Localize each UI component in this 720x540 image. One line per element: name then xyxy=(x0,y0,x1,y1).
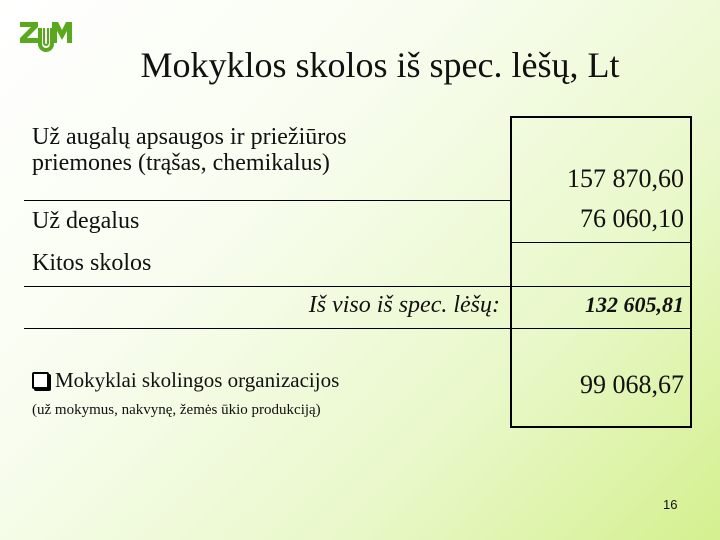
total-value: 132 605,81 xyxy=(585,292,684,317)
row-label-other: Kitos skolos xyxy=(32,250,152,276)
row-divider-2 xyxy=(510,242,692,243)
checkbox-bullet-icon xyxy=(32,372,49,389)
debts-table xyxy=(24,116,692,428)
org-value: 99 068,67 xyxy=(580,370,684,399)
org-row xyxy=(30,368,500,393)
row-divider-4 xyxy=(24,328,692,329)
table-bottom-border xyxy=(510,426,692,428)
org-label: Mokyklai skolingos organizacijos xyxy=(55,368,340,392)
table-right-border xyxy=(690,116,692,428)
column-divider xyxy=(510,116,512,428)
row-value-fertilizers: 157 870,60 xyxy=(567,164,684,193)
row-divider-3 xyxy=(24,286,692,287)
row-divider-1 xyxy=(24,200,510,201)
row-label-fuel: Už degalus xyxy=(32,208,140,234)
table-top-border xyxy=(510,116,692,118)
org-sublabel: (už mokymus, nakvynę, žemės ūkio produkciją) xyxy=(32,402,321,418)
total-label: Iš viso iš spec. lėšų: xyxy=(308,292,500,318)
page-number: 16 xyxy=(663,497,678,512)
slide-title: Mokyklos skolos iš spec. lėšų, Lt xyxy=(140,45,620,85)
row-label-fertilizers: Už augalų apsaugos ir priežiūros priemones (trąšas, chemikalus) xyxy=(32,124,347,176)
row-value-fuel: 76 060,10 xyxy=(580,204,684,233)
